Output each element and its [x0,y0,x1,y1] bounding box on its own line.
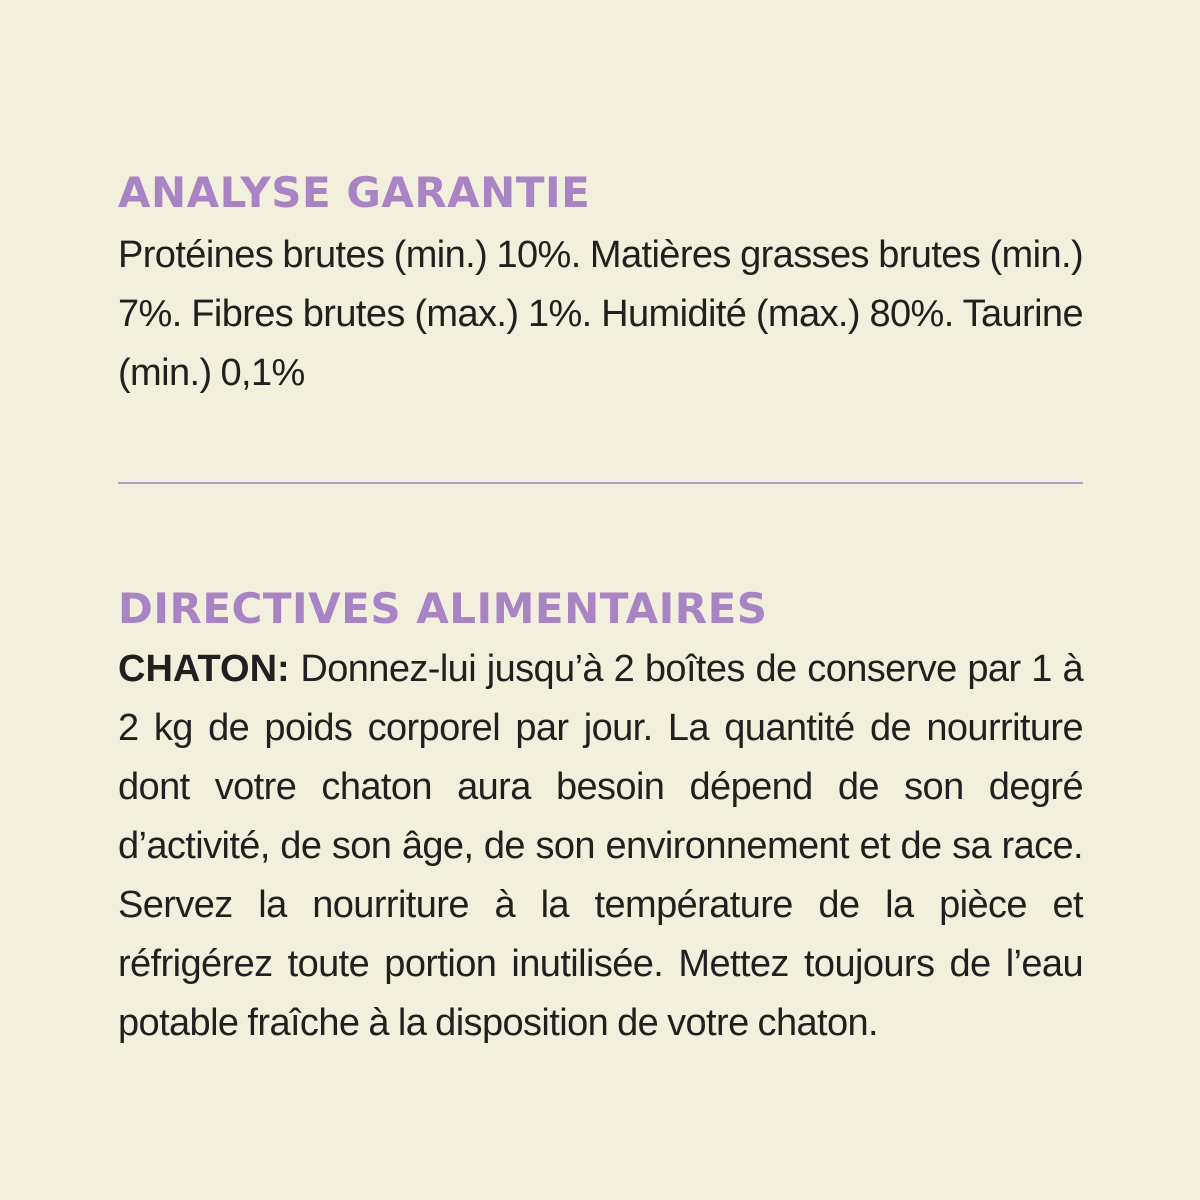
analysis-heading: ANALYSE GARANTIE [118,168,591,217]
analysis-text: Protéines brutes (min.) 10%. Matières grasses brutes (min.) 7%. Fibres brutes (max.) 1%. Humidité (max.) 80%. Taurine (min.) 0,1% [118,234,1083,394]
section-divider [118,482,1083,484]
kitten-label: CHATON: [118,648,290,690]
directives-heading: DIRECTIVES ALIMENTAIRES [118,584,768,633]
directives-body: Donnez-lui jusqu’à 2 boîtes de conserve par 1 à 2 kg de poids corporel par jour. La quantité de nourriture dont votre chaton aura besoin dépend de son degré d’activité, de son âge, de son environnement et de sa race. Servez la nourriture à la température de la pièce et réfrigérez toute portion inutilisée. Mettez toujours de l’eau potable fraîche à la disposition de votre chaton. [118,648,1083,1044]
directives-text [118,640,1083,1053]
